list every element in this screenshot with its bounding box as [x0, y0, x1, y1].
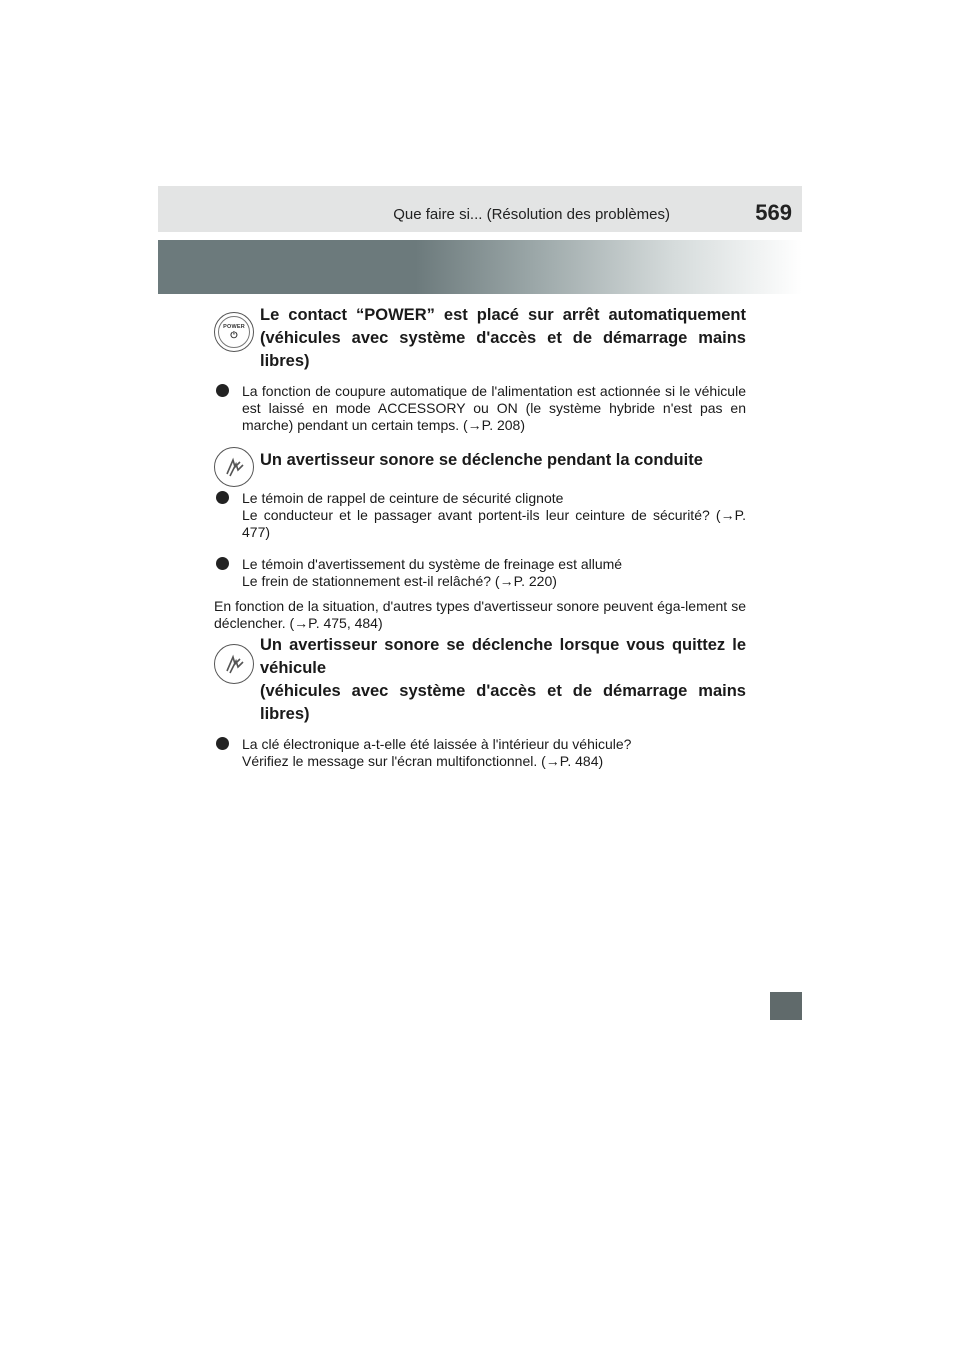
bullet-text: Le conducteur et le passager avant portent-ils leur ceinture de sécurité? (→P. 477) [242, 507, 746, 540]
section-title-line: Un avertisseur sonore se déclenche lorsque vous quittez le véhicule [260, 636, 746, 677]
bullet-dot [216, 737, 229, 750]
bullet-heading: Le témoin d'avertissement du système de freinage est allumé [242, 556, 623, 572]
power-button-icon [214, 312, 254, 352]
section-power-auto-off [214, 304, 746, 434]
bullet-heading: La clé électronique a-t-elle été laissée à l'intérieur du véhicule? [242, 736, 632, 752]
power-icon-symbol: ⏻ [230, 330, 238, 340]
warning-buzzer-icon [214, 644, 254, 684]
bullet-text: Le frein de stationnement est-il relâché? (→P. 220) [242, 573, 557, 589]
page-number: 569 [755, 200, 792, 225]
section-title: Le contact “POWER” est placé sur arrêt automatiquement (véhicules avec système d'accès et de démarrage mains libres) [260, 306, 746, 370]
section-title: Un avertisseur sonore se déclenche pendant la conduite [260, 451, 703, 469]
list-item [242, 383, 746, 434]
section-band [158, 240, 802, 294]
bullet-text: Vérifiez le message sur l'écran multifonctionnel. (→P. 484) [242, 753, 604, 769]
section-buzzer-leaving [214, 634, 746, 770]
page-header [158, 186, 802, 232]
bullet-text: La fonction de coupure automatique de l'alimentation est actionnée si le véhicule est laissé en mode ACCESSORY ou ON (le système hybride n'est pas en marche) pendant un certain temps. (→P. 208) [242, 383, 746, 433]
section-title-line: (véhicules avec système d'accès et de démarrage mains libres) [260, 682, 746, 723]
power-icon-label: POWER [223, 324, 245, 330]
list-item [242, 490, 746, 541]
list-item [242, 736, 746, 770]
warning-buzzer-icon [214, 447, 254, 487]
chapter-tab [770, 992, 802, 1020]
bullet-dot [216, 384, 229, 397]
chapter-title: Que faire si... (Résolution des problèmes) [393, 206, 670, 223]
bullet-dot [216, 557, 229, 570]
list-item [242, 556, 746, 590]
section-title [260, 634, 746, 726]
section-buzzer-driving [214, 449, 746, 632]
note-text: En fonction de la situation, d'autres types d'avertisseur sonore peuvent éga-lement se déclencher. (→P. 475, 484) [214, 598, 746, 631]
bullet-heading: Le témoin de rappel de ceinture de sécurité clignote [242, 490, 564, 506]
bullet-dot [216, 491, 229, 504]
